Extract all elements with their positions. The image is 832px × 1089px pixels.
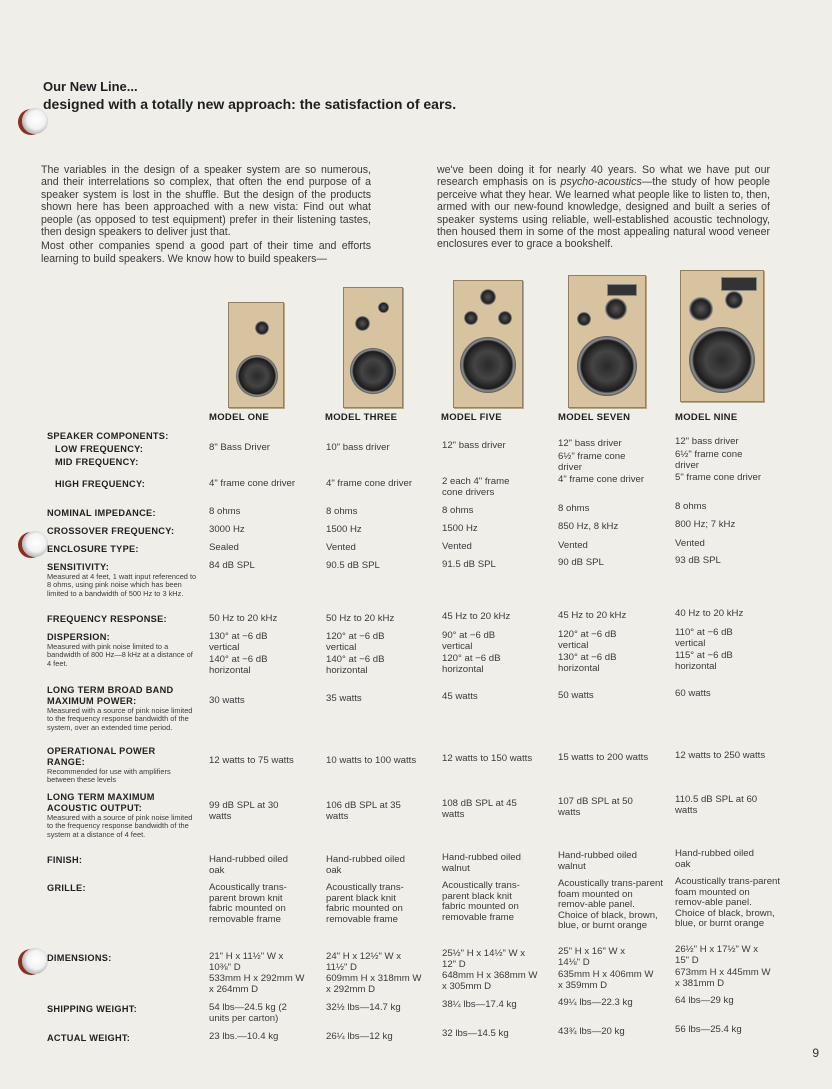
spec-cell: 43¾ lbs—20 kg (558, 1026, 625, 1037)
spec-cell: 1500 Hz (442, 523, 478, 534)
label-enclosure-type: ENCLOSURE TYPE: (47, 544, 139, 554)
heading-line-2: designed with a totally new approach: the satisfaction of ears. (43, 96, 457, 112)
spec-cell: 140° at −6 dB horizontal (209, 654, 268, 676)
spec-cell: 90 dB SPL (558, 557, 604, 568)
spec-cell: 5" frame cone driver (675, 472, 762, 483)
spec-cell: Vented (326, 542, 356, 553)
spec-cell: Sealed (209, 542, 239, 553)
spec-cell: 84 dB SPL (209, 560, 255, 571)
spec-cell: 6½" frame cone driver (675, 449, 743, 471)
spec-cell: 23 lbs.—10.4 kg (209, 1031, 279, 1042)
label-operational-power (47, 746, 172, 785)
intro-col2-part-a: we've been doing it for nearly 40 years. So what we have put our research emphasis on is (437, 164, 770, 189)
speaker-image-model-one (228, 302, 284, 408)
spec-cell: 30 watts (209, 695, 245, 706)
spec-cell: Acoustically trans-parent foam mounted on remov-able panel. Choice of black, brown, blue, or burnt orange (558, 878, 664, 932)
label-long-term-power-title: LONG TERM BROAD BAND MAXIMUM POWER: (47, 685, 174, 706)
spec-cell: 120° at −6 dB horizontal (442, 653, 501, 675)
label-long-term-power (47, 685, 197, 732)
punch-hole-middle (22, 531, 48, 557)
spec-cell: 648mm H x 368mm W x 305mm D (442, 970, 538, 992)
spec-cell: 90.5 dB SPL (326, 560, 380, 571)
spec-cell: Hand-rubbed oiled walnut (558, 850, 637, 872)
spec-cell: 45 watts (442, 691, 478, 702)
spec-cell: 50 Hz to 20 kHz (326, 613, 395, 624)
spec-cell: 107 dB SPL at 50 watts (558, 796, 633, 818)
intro-paragraph-1: The variables in the design of a speaker system are so numerous, and their interrelations so complex, that often the end purpose of a speaker system is lost in the shuffle. But the design of the products shown here has been approached with a new vista: Find out what people (as opposed to test equipment) prefer in their listening tastes, then design speakers to deliver just that. (41, 164, 371, 239)
spec-cell: Acoustically trans-parent brown knit fabric mounted on removable frame (209, 882, 287, 925)
spec-cell: 850 Hz, 8 kHz (558, 521, 619, 532)
spec-cell: 93 dB SPL (675, 555, 721, 566)
spec-cell: 99 dB SPL at 30 watts (209, 800, 279, 822)
label-dispersion-note: Measured with pink noise limited to a bandwidth of 800 Hz—8 kHz at a distance of 4 feet. (47, 642, 193, 668)
intro-column-1 (41, 164, 371, 267)
label-dispersion (47, 632, 197, 668)
spec-cell: Hand-rubbed oiled oak (326, 854, 405, 876)
spec-cell: 4" frame cone driver (326, 478, 413, 489)
label-nominal-impedance: NOMINAL IMPEDANCE: (47, 508, 156, 518)
spec-cell: 2 each 4" frame cone drivers (442, 476, 510, 498)
speaker-image-model-nine (680, 270, 764, 402)
label-dispersion-title: DISPERSION: (47, 632, 111, 642)
spec-cell: 45 Hz to 20 kHz (442, 611, 511, 622)
label-shipping-weight: SHIPPING WEIGHT: (47, 1004, 138, 1014)
model-header-five: MODEL FIVE (441, 412, 502, 423)
spec-cell: Acoustically trans-parent foam mounted on remov-able panel. Choice of black, brown, blue, or burnt orange (675, 876, 781, 930)
spec-cell: 609mm H x 318mm W x 292mm D (326, 973, 422, 995)
label-high-frequency: HIGH FREQUENCY: (55, 479, 146, 489)
spec-cell: 8 ohms (558, 503, 590, 514)
spec-cell: Hand-rubbed oiled oak (209, 854, 288, 876)
label-mid-frequency: MID FREQUENCY: (55, 457, 139, 467)
label-operational-power-title: OPERATIONAL POWER RANGE: (47, 746, 156, 767)
label-sensitivity (47, 562, 197, 598)
spec-cell: 50 watts (558, 690, 594, 701)
spec-cell: 60 watts (675, 688, 711, 699)
label-long-term-output-note: Measured with a source of pink noise limited to the frequency response bandwidth of the system at a distance of 4 feet. (47, 813, 193, 839)
label-long-term-output (47, 792, 193, 839)
spec-cell: 4" frame cone driver (558, 474, 645, 485)
spec-cell: 40 Hz to 20 kHz (675, 608, 744, 619)
model-header-seven: MODEL SEVEN (558, 412, 631, 423)
spec-cell: 10" bass driver (326, 442, 390, 453)
spec-cell: 56 lbs—25.4 kg (675, 1024, 742, 1035)
spec-cell: 3000 Hz (209, 524, 245, 535)
label-long-term-power-note: Measured with a source of pink noise limited to the frequency response bandwidth of the system, over an extended time period. (47, 706, 193, 732)
spec-cell: 115° at −6 dB horizontal (675, 650, 733, 672)
spec-cell: Acoustically trans-parent black knit fabric mounted on removable frame (442, 880, 520, 923)
spec-cell: 800 Hz; 7 kHz (675, 519, 736, 530)
spec-cell: 64 lbs—29 kg (675, 995, 734, 1006)
intro-paragraph-2: Most other companies spend a good part of their time and efforts learning to build speakers. We know how to build speakers— (41, 240, 371, 265)
punch-hole-top (22, 108, 48, 134)
spec-cell: 25" H x 16" W x 14⅛" D (558, 946, 626, 968)
spec-cell: 25½" H x 14½" W x 12" D (442, 948, 526, 970)
spec-cell: 12" bass driver (675, 436, 739, 447)
label-finish: FINISH: (47, 855, 83, 865)
label-sensitivity-title: SENSITIVITY: (47, 562, 110, 572)
label-crossover-frequency: CROSSOVER FREQUENCY: (47, 526, 175, 536)
spec-cell: 24" H x 12½" W x 11½" D (326, 951, 402, 973)
spec-cell: 32 lbs—14.5 kg (442, 1028, 509, 1039)
punch-hole-bottom (22, 948, 48, 974)
spec-cell: 45 Hz to 20 kHz (558, 610, 627, 621)
model-header-one: MODEL ONE (209, 412, 270, 423)
spec-cell: 106 dB SPL at 35 watts (326, 800, 401, 822)
spec-cell: 8 ohms (675, 501, 707, 512)
spec-cell: Hand-rubbed oiled walnut (442, 852, 521, 874)
spec-cell: 38¼ lbs—17.4 kg (442, 999, 517, 1010)
spec-cell: 8" Bass Driver (209, 442, 270, 453)
spec-cell: 635mm H x 406mm W x 359mm D (558, 969, 654, 991)
intro-column-2 (437, 164, 770, 253)
spec-cell: 10 watts to 100 watts (326, 755, 417, 766)
spec-cell: 130° at −6 dB vertical (209, 631, 268, 653)
spec-cell: 110.5 dB SPL at 60 watts (675, 794, 758, 816)
spec-cell: 8 ohms (209, 506, 241, 517)
spec-cell: 90° at −6 dB vertical (442, 630, 496, 652)
label-grille: GRILLE: (47, 883, 86, 893)
spec-cell: 1500 Hz (326, 524, 362, 535)
spec-cell: 6½" frame cone driver (558, 451, 626, 473)
label-speaker-components: SPEAKER COMPONENTS: (47, 431, 169, 441)
label-dimensions: DIMENSIONS: (47, 953, 112, 963)
label-low-frequency: LOW FREQUENCY: (55, 444, 144, 454)
spec-cell: 50 Hz to 20 kHz (209, 613, 278, 624)
spec-cell: 35 watts (326, 693, 362, 704)
spec-cell: 21" H x 11½" W x 10⅜" D (209, 951, 284, 973)
intro-col2-emphasis: psycho-acoustics (560, 176, 642, 189)
spec-cell: Acoustically trans-parent black knit fabric mounted on removable frame (326, 882, 404, 925)
spec-cell: Vented (558, 540, 588, 551)
label-operational-power-note: Recommended for use with amplifiers between these levels (47, 767, 171, 785)
label-frequency-response: FREQUENCY RESPONSE: (47, 614, 167, 624)
spec-cell: 130° at −6 dB horizontal (558, 652, 617, 674)
page-number: 9 (812, 1046, 819, 1060)
spec-cell: 49¼ lbs—22.3 kg (558, 997, 633, 1008)
spec-cell: 8 ohms (326, 506, 358, 517)
spec-cell: 12" bass driver (558, 438, 622, 449)
spec-cell: Vented (442, 541, 472, 552)
label-long-term-output-title: LONG TERM MAXIMUM ACOUSTIC OUTPUT: (47, 792, 155, 813)
spec-cell: Hand-rubbed oiled oak (675, 848, 754, 870)
spec-cell: 26¼ lbs—12 kg (326, 1031, 393, 1042)
spec-cell: 12 watts to 75 watts (209, 755, 294, 766)
speaker-image-model-five (453, 280, 523, 408)
spec-cell: 673mm H x 445mm W x 381mm D (675, 967, 771, 989)
spec-cell: Vented (675, 538, 705, 549)
heading-line-1: Our New Line... (43, 79, 138, 94)
spec-cell: 110° at −6 dB vertical (675, 627, 733, 649)
speaker-image-model-three (343, 287, 403, 408)
spec-cell: 15 watts to 200 watts (558, 752, 649, 763)
spec-cell: 54 lbs—24.5 kg (2 units per carton) (209, 1002, 287, 1024)
speaker-image-model-seven (568, 275, 646, 408)
spec-cell: 12" bass driver (442, 440, 506, 451)
spec-cell: 91.5 dB SPL (442, 559, 496, 570)
spec-cell: 108 dB SPL at 45 watts (442, 798, 517, 820)
spec-cell: 8 ohms (442, 505, 474, 516)
intro-col2-part-b: —the study of how people perceive what they hear. We learned what people like to listen to, then, armed with our new-found knowledge, designed and built a series of speaker systems using reliable, well-established acoustic technology, then housed them in some of the most appealing natural wood veneer enclosures ever to grace a bookshelf. (437, 176, 770, 251)
spec-cell: 120° at −6 dB vertical (558, 629, 617, 651)
model-header-nine: MODEL NINE (675, 412, 738, 423)
spec-cell: 12 watts to 150 watts (442, 753, 533, 764)
spec-cell: 533mm H x 292mm W x 264mm D (209, 973, 305, 995)
spec-cell: 32½ lbs—14.7 kg (326, 1002, 401, 1013)
spec-cell: 4" frame cone driver (209, 478, 296, 489)
spec-cell: 12 watts to 250 watts (675, 750, 766, 761)
label-sensitivity-note: Measured at 4 feet, 1 watt input referenced to 8 ohms, using pink noise which has been limited to a bandwidth of 500 Hz to 3 kHz. (47, 572, 197, 598)
label-actual-weight: ACTUAL WEIGHT: (47, 1033, 131, 1043)
spec-cell: 140° at −6 dB horizontal (326, 654, 385, 676)
model-header-three: MODEL THREE (325, 412, 398, 423)
spec-cell: 120° at −6 dB vertical (326, 631, 385, 653)
spec-cell: 26½" H x 17½" W x 15" D (675, 944, 759, 966)
